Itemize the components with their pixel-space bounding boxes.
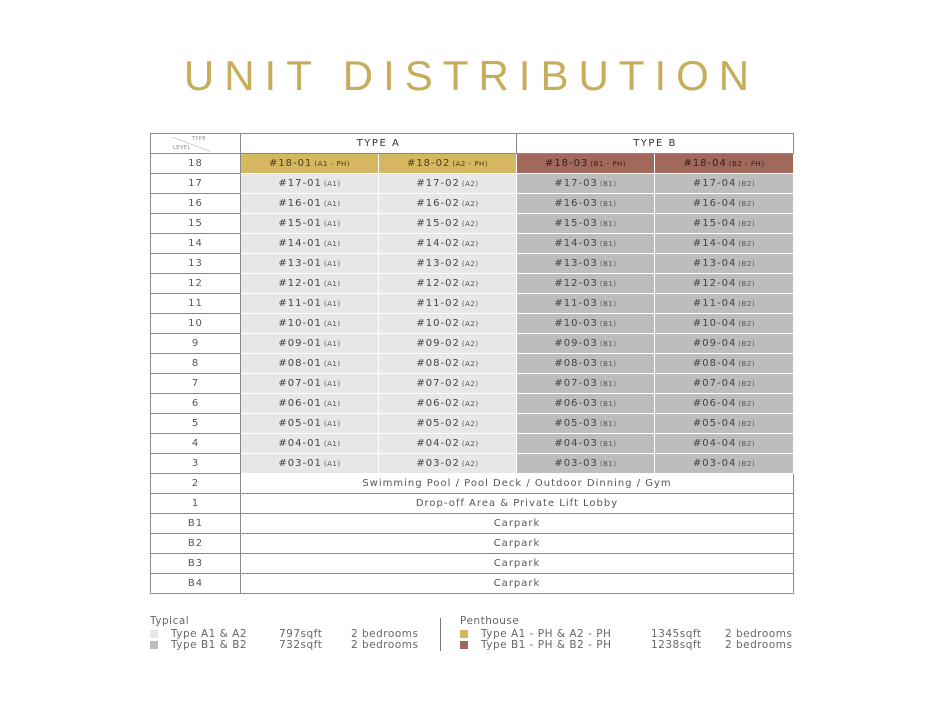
unit-cell (379, 374, 517, 394)
unit-type: (B2) (738, 260, 756, 268)
facility-cell: Carpark (241, 514, 794, 534)
legend-item (460, 639, 792, 650)
unit-cell (655, 294, 794, 314)
unit-number: #10-02 (416, 318, 460, 329)
unit-cell (241, 254, 379, 274)
unit-number: #08-04 (692, 358, 737, 369)
unit-type: (A2) (461, 400, 479, 408)
unit-type: (B1) (599, 220, 617, 228)
table-row (151, 234, 794, 254)
unit-cell (379, 434, 517, 454)
unit-cell (379, 234, 517, 254)
unit-cell (517, 294, 655, 314)
legend-bedrooms: 2 bedrooms (725, 627, 793, 640)
level-cell: 2 (151, 474, 241, 494)
legend-label: Type B1 & B2 (171, 638, 248, 651)
unit-cell (517, 254, 655, 274)
legend-item (150, 628, 418, 639)
unit-type: (B2) (738, 320, 756, 328)
unit-number: #12-01 (278, 278, 322, 289)
table-header-row (151, 134, 794, 154)
legend-bedrooms: 2 bedrooms (725, 638, 793, 651)
unit-cell (517, 274, 655, 294)
unit-number: #17-01 (278, 178, 322, 189)
unit-cell (655, 434, 794, 454)
unit-cell (655, 274, 794, 294)
unit-type: (A2) (461, 360, 479, 368)
unit-number: #10-04 (692, 318, 737, 329)
unit-cell (379, 334, 517, 354)
unit-type: (B2) (738, 440, 756, 448)
unit-number: #13-04 (692, 258, 737, 269)
unit-cell (655, 374, 794, 394)
legend-swatch (460, 630, 468, 638)
unit-cell (655, 174, 794, 194)
unit-number: #16-02 (416, 198, 460, 209)
unit-cell (241, 334, 379, 354)
legend-label: Type A1 - PH & A2 - PH (481, 627, 612, 640)
unit-number: #13-02 (416, 258, 460, 269)
unit-type: (B1) (599, 460, 617, 468)
unit-number: #13-01 (278, 258, 322, 269)
unit-cell (379, 314, 517, 334)
penthouse-unit-cell (241, 154, 379, 174)
level-cell: 3 (151, 454, 241, 474)
unit-type: (B2) (738, 180, 756, 188)
unit-type: (A2) (461, 220, 479, 228)
unit-number: #05-02 (416, 418, 460, 429)
unit-number: #06-01 (278, 398, 322, 409)
table-row (151, 354, 794, 374)
unit-cell (241, 294, 379, 314)
unit-number: #09-04 (692, 338, 737, 349)
unit-number: #17-03 (554, 178, 598, 189)
unit-cell (517, 454, 655, 474)
unit-number: #12-03 (554, 278, 598, 289)
unit-type: (B2) (738, 380, 756, 388)
unit-type: (B2) (738, 200, 756, 208)
table-row (151, 514, 794, 534)
unit-type: (A2) (461, 340, 479, 348)
legend-area: 797sqft (279, 627, 323, 640)
unit-cell (241, 194, 379, 214)
unit-number: #06-04 (692, 398, 737, 409)
corner-type-label: TYPE (191, 136, 206, 142)
unit-number: #09-02 (416, 338, 460, 349)
unit-type: (B2) (738, 280, 756, 288)
unit-type: (B1) (599, 280, 617, 288)
unit-cell (655, 254, 794, 274)
unit-type: (A1) (323, 200, 341, 208)
level-cell: 12 (151, 274, 241, 294)
unit-cell (655, 314, 794, 334)
unit-number: #17-04 (692, 178, 737, 189)
unit-number: #08-02 (416, 358, 460, 369)
level-cell: 13 (151, 254, 241, 274)
unit-cell (379, 454, 517, 474)
unit-number: #11-04 (692, 298, 737, 309)
unit-number: #14-03 (554, 238, 598, 249)
unit-number: #04-04 (692, 438, 737, 449)
unit-number: #07-04 (692, 378, 737, 389)
unit-number: #15-01 (278, 218, 322, 229)
unit-type: (B1) (599, 400, 617, 408)
unit-number: #18-04 (683, 158, 727, 169)
unit-type: (A1 - PH) (314, 160, 351, 168)
level-cell: B4 (151, 574, 241, 594)
unit-type: (A1) (323, 380, 341, 388)
unit-type: (B2) (738, 220, 756, 228)
unit-cell (655, 194, 794, 214)
unit-type: (A2) (461, 240, 479, 248)
table-row (151, 334, 794, 354)
unit-cell (517, 314, 655, 334)
level-cell: 7 (151, 374, 241, 394)
unit-cell (655, 214, 794, 234)
level-cell: 14 (151, 234, 241, 254)
table-row (151, 294, 794, 314)
unit-type: (A1) (323, 280, 341, 288)
unit-type: (A2) (461, 180, 479, 188)
unit-number: #10-01 (278, 318, 322, 329)
type-level-corner-cell (151, 134, 241, 154)
facility-cell: Swimming Pool / Pool Deck / Outdoor Dinning / Gym (241, 474, 794, 494)
unit-cell (517, 354, 655, 374)
level-cell: 15 (151, 214, 241, 234)
unit-number: #04-01 (278, 438, 322, 449)
unit-type: (A1) (323, 340, 341, 348)
unit-type: (B1) (599, 300, 617, 308)
level-cell: 6 (151, 394, 241, 414)
unit-type: (B2) (738, 460, 756, 468)
unit-cell (517, 214, 655, 234)
unit-number: #07-03 (554, 378, 598, 389)
unit-type: (B1) (599, 420, 617, 428)
legend-typical (150, 615, 418, 650)
unit-number: #16-03 (554, 198, 598, 209)
unit-number: #07-01 (278, 378, 322, 389)
legend-typical-heading: Typical (150, 615, 190, 627)
level-cell: B1 (151, 514, 241, 534)
level-cell: 18 (151, 154, 241, 174)
table-row (151, 174, 794, 194)
unit-type: (A1) (323, 220, 341, 228)
unit-number: #17-02 (416, 178, 460, 189)
level-cell: 1 (151, 494, 241, 514)
unit-number: #09-01 (278, 338, 322, 349)
table-row (151, 194, 794, 214)
unit-cell (241, 234, 379, 254)
penthouse-unit-cell (379, 154, 517, 174)
legend-bedrooms: 2 bedrooms (351, 638, 419, 651)
unit-cell (517, 194, 655, 214)
legend-swatch (150, 641, 158, 649)
unit-number: #10-03 (554, 318, 598, 329)
legend-penthouse (460, 615, 792, 650)
unit-cell (655, 234, 794, 254)
unit-number: #11-03 (554, 298, 598, 309)
unit-number: #18-02 (406, 158, 451, 169)
unit-type: (A1) (323, 440, 341, 448)
unit-type: (A2) (461, 260, 479, 268)
unit-type: (B2) (738, 240, 756, 248)
unit-type: (A2) (461, 460, 479, 468)
type-b-header: TYPE B (517, 134, 794, 154)
unit-type: (B1) (599, 180, 617, 188)
table-row (151, 214, 794, 234)
legend-swatch (460, 641, 468, 649)
unit-cell (379, 294, 517, 314)
unit-type: (B1) (599, 200, 617, 208)
unit-cell (655, 354, 794, 374)
legend-item (460, 628, 792, 639)
unit-number: #04-02 (416, 438, 460, 449)
legend-area: 1345sqft (651, 627, 702, 640)
unit-cell (517, 374, 655, 394)
legend-swatch (150, 630, 158, 638)
unit-type: (B1) (599, 320, 617, 328)
level-cell: 9 (151, 334, 241, 354)
unit-number: #03-02 (416, 458, 460, 469)
unit-type: (A2) (461, 200, 479, 208)
unit-cell (655, 414, 794, 434)
level-cell: 17 (151, 174, 241, 194)
unit-type: (A2) (461, 440, 479, 448)
level-cell: 4 (151, 434, 241, 454)
facility-cell: Carpark (241, 554, 794, 574)
unit-number: #11-01 (278, 298, 322, 309)
table-row (151, 274, 794, 294)
level-cell: 11 (151, 294, 241, 314)
unit-number: #06-03 (554, 398, 598, 409)
level-cell: B2 (151, 534, 241, 554)
unit-cell (379, 274, 517, 294)
unit-type: (A1) (323, 400, 341, 408)
type-a-header: TYPE A (241, 134, 517, 154)
unit-type: (B2) (738, 420, 756, 428)
unit-cell (379, 214, 517, 234)
unit-type: (B1) (599, 260, 617, 268)
unit-cell (241, 394, 379, 414)
penthouse-unit-cell (517, 154, 655, 174)
legend-bedrooms: 2 bedrooms (351, 627, 419, 640)
unit-cell (655, 334, 794, 354)
unit-cell (241, 174, 379, 194)
unit-type: (B1) (599, 360, 617, 368)
table-row (151, 554, 794, 574)
unit-number: #03-03 (554, 458, 598, 469)
unit-number: #18-03 (544, 158, 589, 169)
unit-type: (A2) (461, 300, 479, 308)
unit-number: #03-04 (692, 458, 737, 469)
unit-cell (655, 454, 794, 474)
unit-type: (B2) (738, 400, 756, 408)
unit-type: (B2) (738, 340, 756, 348)
table-row (151, 414, 794, 434)
unit-number: #09-03 (554, 338, 598, 349)
unit-cell (241, 354, 379, 374)
page-title: UNIT DISTRIBUTION (183, 52, 760, 99)
unit-type: (A2) (461, 280, 479, 288)
unit-number: #06-02 (416, 398, 460, 409)
table-row (151, 574, 794, 594)
unit-number: #14-04 (692, 238, 737, 249)
unit-number: #12-02 (416, 278, 460, 289)
unit-cell (241, 374, 379, 394)
unit-cell (517, 174, 655, 194)
unit-number: #11-02 (416, 298, 460, 309)
unit-cell (517, 334, 655, 354)
unit-cell (379, 414, 517, 434)
penthouse-unit-cell (655, 154, 794, 174)
unit-cell (655, 394, 794, 414)
unit-number: #14-02 (416, 238, 460, 249)
unit-type: (B1 - PH) (590, 160, 627, 168)
unit-cell (241, 414, 379, 434)
table-row (151, 534, 794, 554)
legend-label: Type B1 - PH & B2 - PH (481, 638, 612, 651)
unit-number: #15-04 (692, 218, 737, 229)
unit-number: #07-02 (416, 378, 460, 389)
unit-number: #16-01 (278, 198, 322, 209)
legend-area: 732sqft (279, 638, 323, 651)
unit-type: (B1) (599, 380, 617, 388)
unit-distribution-table (150, 133, 794, 594)
level-cell: 5 (151, 414, 241, 434)
legend-item (150, 639, 418, 650)
unit-cell (241, 454, 379, 474)
unit-number: #04-03 (554, 438, 598, 449)
table-row (151, 374, 794, 394)
legend-divider (440, 618, 441, 651)
table-row (151, 434, 794, 454)
unit-type: (B1) (599, 340, 617, 348)
unit-type: (A1) (323, 420, 341, 428)
unit-type: (A2) (461, 320, 479, 328)
unit-cell (241, 314, 379, 334)
unit-cell (241, 434, 379, 454)
unit-number: #13-03 (554, 258, 598, 269)
corner-level-label: LEVEL (173, 145, 191, 151)
unit-cell (517, 234, 655, 254)
unit-number: #16-04 (692, 198, 737, 209)
unit-type: (A1) (323, 320, 341, 328)
unit-type: (A1) (323, 240, 341, 248)
legend-penthouse-heading: Penthouse (460, 615, 520, 627)
unit-number: #15-02 (416, 218, 460, 229)
unit-type: (A1) (323, 300, 341, 308)
unit-type: (A1) (323, 180, 341, 188)
facility-cell: Carpark (241, 534, 794, 554)
unit-number: #05-03 (554, 418, 598, 429)
unit-number: #12-04 (692, 278, 737, 289)
unit-type: (A2 - PH) (452, 160, 489, 168)
table-row (151, 454, 794, 474)
unit-number: #18-01 (268, 158, 313, 169)
unit-type: (B1) (599, 440, 617, 448)
facility-cell: Carpark (241, 574, 794, 594)
unit-cell (517, 414, 655, 434)
unit-cell (379, 254, 517, 274)
table-row (151, 394, 794, 414)
unit-cell (379, 354, 517, 374)
unit-type: (B2 - PH) (728, 160, 765, 168)
unit-cell (517, 394, 655, 414)
unit-cell (379, 394, 517, 414)
table-row (151, 494, 794, 514)
table-row (151, 474, 794, 494)
table-row (151, 154, 794, 174)
legend-label: Type A1 & A2 (171, 627, 248, 640)
facility-cell: Drop-off Area & Private Lift Lobby (241, 494, 794, 514)
level-cell: B3 (151, 554, 241, 574)
level-cell: 8 (151, 354, 241, 374)
unit-type: (A1) (323, 460, 341, 468)
unit-cell (517, 434, 655, 454)
level-cell: 10 (151, 314, 241, 334)
unit-number: #05-01 (278, 418, 322, 429)
unit-number: #05-04 (692, 418, 737, 429)
unit-number: #03-01 (278, 458, 322, 469)
unit-number: #08-03 (554, 358, 598, 369)
unit-type: (B1) (599, 240, 617, 248)
table-row (151, 314, 794, 334)
unit-type: (B2) (738, 360, 756, 368)
unit-cell (241, 214, 379, 234)
unit-number: #14-01 (278, 238, 322, 249)
unit-cell (379, 194, 517, 214)
unit-type: (B2) (738, 300, 756, 308)
unit-type: (A2) (461, 380, 479, 388)
table-row (151, 254, 794, 274)
legend-area: 1238sqft (651, 638, 702, 651)
unit-cell (379, 174, 517, 194)
unit-number: #15-03 (554, 218, 598, 229)
unit-type: (A1) (323, 260, 341, 268)
unit-type: (A2) (461, 420, 479, 428)
unit-cell (241, 274, 379, 294)
unit-number: #08-01 (278, 358, 322, 369)
level-cell: 16 (151, 194, 241, 214)
unit-type: (A1) (323, 360, 341, 368)
